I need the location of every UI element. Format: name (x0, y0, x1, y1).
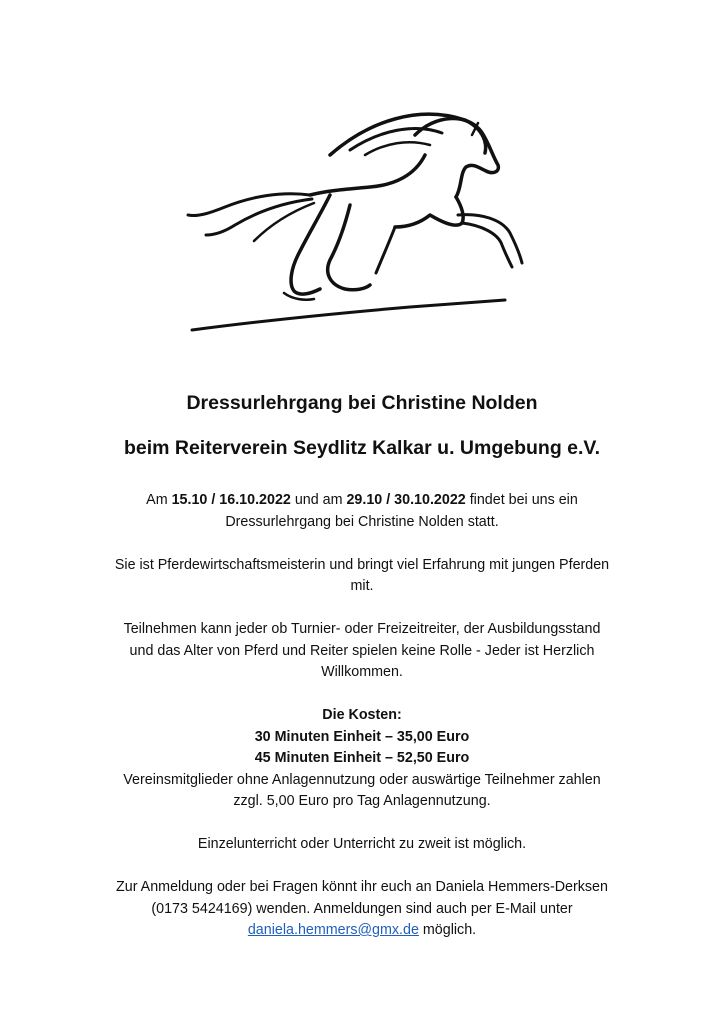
intro-line2: Dressurlehrgang bei Christine Nolden statt. (225, 513, 499, 530)
cost-item: 45 Minuten Einheit – 52,50 Euro (254, 750, 470, 766)
date-range-1: 15.10 / 16.10.2022 (171, 492, 291, 508)
announcement-body (60, 490, 664, 942)
costs-heading: Die Kosten: (322, 707, 402, 723)
page-subtitle: beim Reiterverein Seydlitz Kalkar u. Umgebung e.V. (123, 437, 601, 459)
trainer-line1: Sie ist Pferdewirtschaftsmeisterin und bringt viel Erfahrung mit jungen Pferden (114, 556, 610, 573)
contact-line1: Zur Anmeldung oder bei Fragen könnt ihr euch an Daniela Hemmers-Derksen (116, 879, 608, 895)
intro-line1: Am 15.10 / 16.10.2022 und am 29.10 / 30.10.2022 findet bei uns ein (146, 492, 578, 508)
contact-line3: daniela.hemmers@gmx.de möglich. (247, 922, 477, 938)
costs-note-line1: Vereinsmitglieder ohne Anlagennutzung oder auswärtige Teilnehmer zahlen (123, 771, 601, 788)
page-title: Dressurlehrgang bei Christine Nolden (186, 392, 538, 414)
costs-note-line2: zzgl. 5,00 Euro pro Tag Anlagennutzung. (233, 793, 491, 809)
participants-line3: Willkommen. (321, 664, 403, 680)
galloping-horse-icon (180, 95, 540, 345)
cost-item: 30 Minuten Einheit – 35,00 Euro (254, 728, 470, 745)
email-link[interactable]: daniela.hemmers@gmx.de (247, 922, 419, 938)
trainer-line2: mit. (350, 578, 374, 594)
lessons-info: Einzelunterricht oder Unterricht zu zweit ist möglich. (197, 836, 527, 852)
participants-line1: Teilnehmen kann jeder ob Turnier- oder Freizeitreiter, der Ausbildungsstand (123, 621, 601, 637)
participants-line2: und das Alter von Pferd und Reiter spielen keine Rolle - Jeder ist Herzlich (129, 642, 595, 659)
contact-line2: (0173 5424169) wenden. Anmeldungen sind auch per E-Mail unter (151, 900, 573, 917)
logo-area (0, 0, 724, 350)
date-range-2: 29.10 / 30.10.2022 (346, 492, 466, 508)
